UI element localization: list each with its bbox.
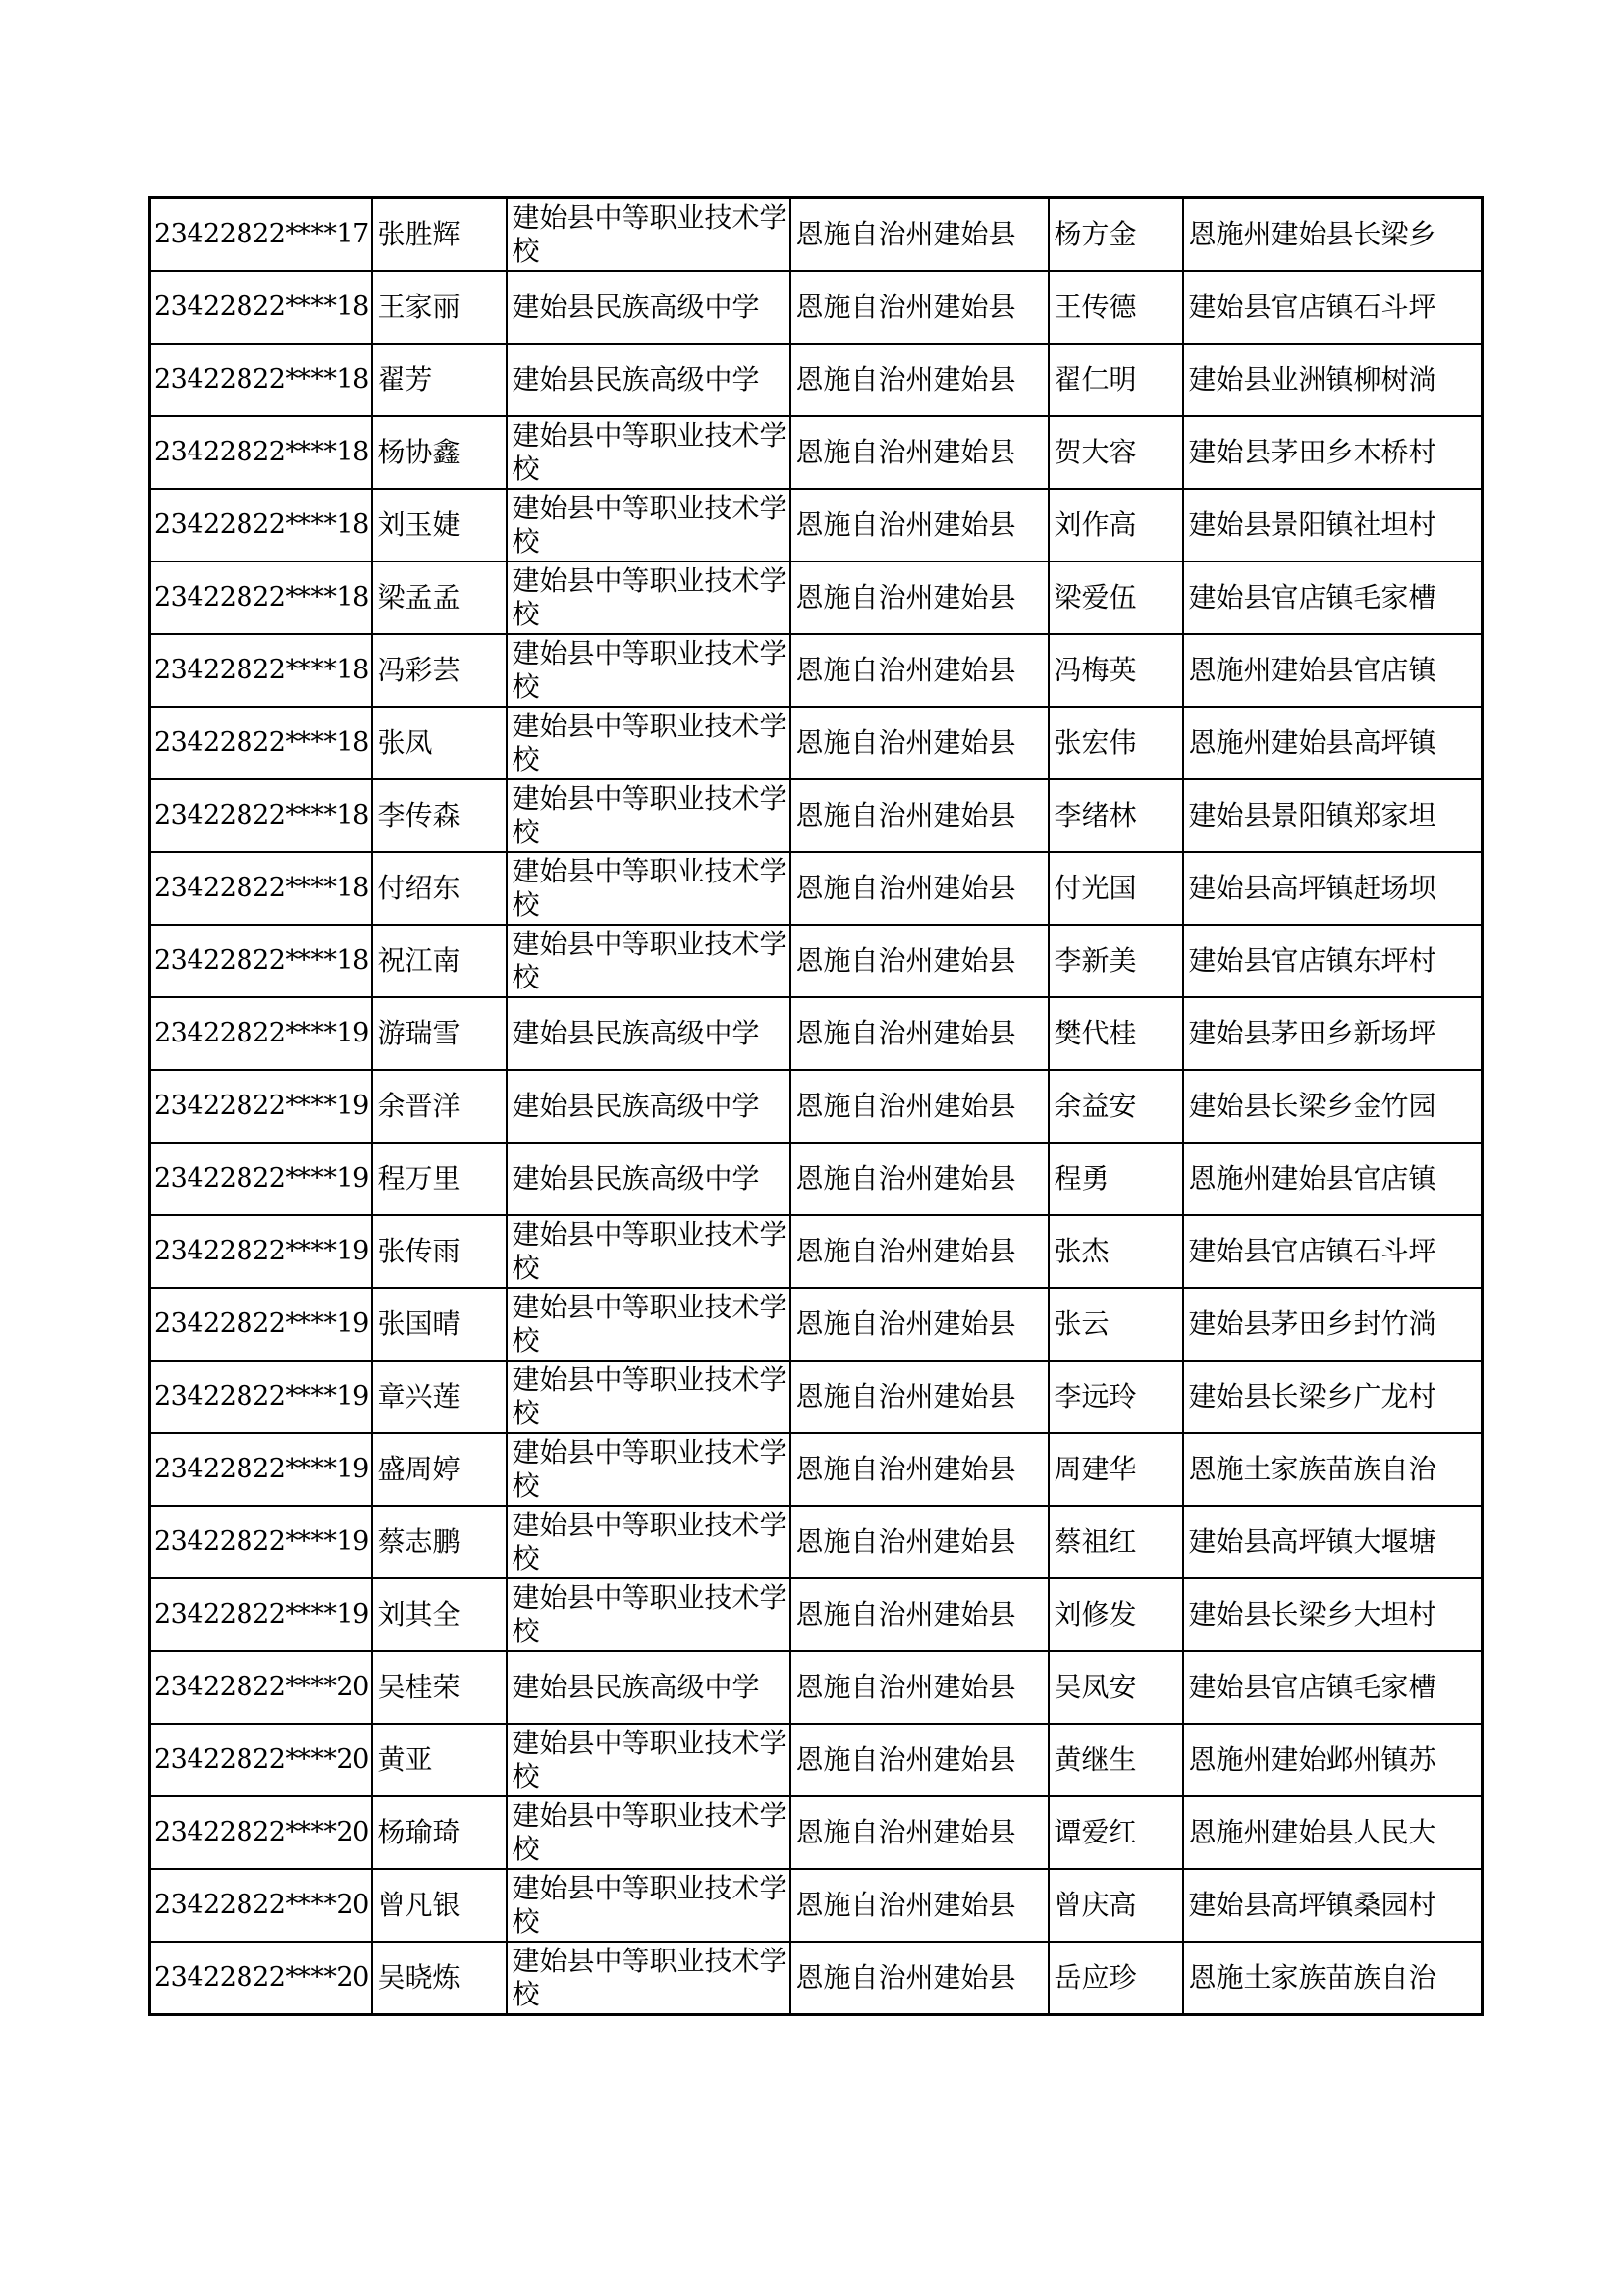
school-cell: 建始县中等职业技术学校	[507, 489, 790, 561]
student-name-cell: 张凤	[372, 707, 507, 779]
address-cell: 建始县业洲镇柳树淌	[1183, 344, 1483, 416]
id-cell: 23422822****18	[150, 707, 372, 779]
table-row	[150, 779, 1483, 852]
school-cell: 建始县中等职业技术学校	[507, 779, 790, 852]
region-cell: 恩施自治州建始县	[790, 1796, 1049, 1869]
student-name-cell: 游瑞雪	[372, 997, 507, 1070]
school-cell: 建始县民族高级中学	[507, 997, 790, 1070]
student-name-cell: 杨协鑫	[372, 416, 507, 489]
student-name-cell: 翟芳	[372, 344, 507, 416]
address-cell: 建始县高坪镇桑园村	[1183, 1869, 1483, 1942]
guardian-name-cell: 樊代桂	[1049, 997, 1183, 1070]
id-cell: 23422822****20	[150, 1942, 372, 2015]
student-name-cell: 余晋洋	[372, 1070, 507, 1143]
school-cell: 建始县中等职业技术学校	[507, 925, 790, 997]
school-cell: 建始县民族高级中学	[507, 1070, 790, 1143]
region-cell: 恩施自治州建始县	[790, 198, 1049, 272]
address-cell: 建始县景阳镇郑家坦	[1183, 779, 1483, 852]
region-cell: 恩施自治州建始县	[790, 1506, 1049, 1578]
guardian-name-cell: 程勇	[1049, 1143, 1183, 1215]
id-cell: 23422822****19	[150, 1433, 372, 1506]
region-cell: 恩施自治州建始县	[790, 634, 1049, 707]
id-cell: 23422822****20	[150, 1869, 372, 1942]
school-cell: 建始县民族高级中学	[507, 344, 790, 416]
student-name-cell: 李传森	[372, 779, 507, 852]
table-row	[150, 561, 1483, 634]
address-cell: 建始县官店镇东坪村	[1183, 925, 1483, 997]
guardian-name-cell: 贺大容	[1049, 416, 1183, 489]
address-cell: 建始县长梁乡金竹园	[1183, 1070, 1483, 1143]
address-cell: 恩施州建始县官店镇	[1183, 634, 1483, 707]
region-cell: 恩施自治州建始县	[790, 416, 1049, 489]
region-cell: 恩施自治州建始县	[790, 271, 1049, 344]
table-row	[150, 1143, 1483, 1215]
school-cell: 建始县民族高级中学	[507, 271, 790, 344]
id-cell: 23422822****20	[150, 1724, 372, 1796]
student-name-cell: 梁孟孟	[372, 561, 507, 634]
student-name-cell: 盛周婷	[372, 1433, 507, 1506]
region-cell: 恩施自治州建始县	[790, 1070, 1049, 1143]
id-cell: 23422822****19	[150, 1070, 372, 1143]
address-cell: 建始县茅田乡木桥村	[1183, 416, 1483, 489]
id-cell: 23422822****20	[150, 1651, 372, 1724]
region-cell: 恩施自治州建始县	[790, 1143, 1049, 1215]
school-cell: 建始县中等职业技术学校	[507, 634, 790, 707]
school-cell: 建始县中等职业技术学校	[507, 561, 790, 634]
id-cell: 23422822****17	[150, 198, 372, 272]
school-cell: 建始县中等职业技术学校	[507, 1724, 790, 1796]
table-row	[150, 1724, 1483, 1796]
student-name-cell: 王家丽	[372, 271, 507, 344]
id-cell: 23422822****18	[150, 489, 372, 561]
id-cell: 23422822****19	[150, 1361, 372, 1433]
student-name-cell: 祝江南	[372, 925, 507, 997]
id-cell: 23422822****19	[150, 1578, 372, 1651]
roster-table-body	[150, 198, 1483, 2015]
region-cell: 恩施自治州建始县	[790, 1433, 1049, 1506]
guardian-name-cell: 付光国	[1049, 852, 1183, 925]
table-row	[150, 1506, 1483, 1578]
student-name-cell: 刘其全	[372, 1578, 507, 1651]
guardian-name-cell: 黄继生	[1049, 1724, 1183, 1796]
region-cell: 恩施自治州建始县	[790, 997, 1049, 1070]
region-cell: 恩施自治州建始县	[790, 707, 1049, 779]
guardian-name-cell: 刘作高	[1049, 489, 1183, 561]
region-cell: 恩施自治州建始县	[790, 1288, 1049, 1361]
address-cell: 建始县高坪镇赶场坝	[1183, 852, 1483, 925]
table-row	[150, 1796, 1483, 1869]
table-row	[150, 1288, 1483, 1361]
address-cell: 恩施土家族苗族自治	[1183, 1942, 1483, 2015]
address-cell: 建始县官店镇石斗坪	[1183, 271, 1483, 344]
table-row	[150, 489, 1483, 561]
table-row	[150, 1869, 1483, 1942]
school-cell: 建始县中等职业技术学校	[507, 1942, 790, 2015]
guardian-name-cell: 李绪林	[1049, 779, 1183, 852]
guardian-name-cell: 余益安	[1049, 1070, 1183, 1143]
guardian-name-cell: 杨方金	[1049, 198, 1183, 272]
region-cell: 恩施自治州建始县	[790, 1869, 1049, 1942]
guardian-name-cell: 曾庆高	[1049, 1869, 1183, 1942]
region-cell: 恩施自治州建始县	[790, 779, 1049, 852]
student-name-cell: 张胜辉	[372, 198, 507, 272]
student-name-cell: 付绍东	[372, 852, 507, 925]
student-name-cell: 程万里	[372, 1143, 507, 1215]
region-cell: 恩施自治州建始县	[790, 1942, 1049, 2015]
guardian-name-cell: 翟仁明	[1049, 344, 1183, 416]
id-cell: 23422822****20	[150, 1796, 372, 1869]
school-cell: 建始县中等职业技术学校	[507, 1215, 790, 1288]
student-name-cell: 杨瑜琦	[372, 1796, 507, 1869]
region-cell: 恩施自治州建始县	[790, 561, 1049, 634]
student-name-cell: 张传雨	[372, 1215, 507, 1288]
address-cell: 恩施州建始县人民大	[1183, 1796, 1483, 1869]
table-row	[150, 1578, 1483, 1651]
address-cell: 恩施州建始县长梁乡	[1183, 198, 1483, 272]
table-row	[150, 925, 1483, 997]
address-cell: 恩施州建始县官店镇	[1183, 1143, 1483, 1215]
guardian-name-cell: 李新美	[1049, 925, 1183, 997]
address-cell: 恩施州建始县高坪镇	[1183, 707, 1483, 779]
guardian-name-cell: 谭爱红	[1049, 1796, 1183, 1869]
address-cell: 建始县官店镇毛家槽	[1183, 1651, 1483, 1724]
address-cell: 建始县茅田乡封竹淌	[1183, 1288, 1483, 1361]
id-cell: 23422822****19	[150, 1288, 372, 1361]
student-name-cell: 冯彩芸	[372, 634, 507, 707]
student-name-cell: 吴桂荣	[372, 1651, 507, 1724]
id-cell: 23422822****18	[150, 925, 372, 997]
id-cell: 23422822****18	[150, 634, 372, 707]
student-name-cell: 曾凡银	[372, 1869, 507, 1942]
region-cell: 恩施自治州建始县	[790, 1651, 1049, 1724]
address-cell: 建始县官店镇毛家槽	[1183, 561, 1483, 634]
guardian-name-cell: 张宏伟	[1049, 707, 1183, 779]
id-cell: 23422822****18	[150, 852, 372, 925]
school-cell: 建始县中等职业技术学校	[507, 1506, 790, 1578]
id-cell: 23422822****18	[150, 271, 372, 344]
guardian-name-cell: 张云	[1049, 1288, 1183, 1361]
guardian-name-cell: 周建华	[1049, 1433, 1183, 1506]
region-cell: 恩施自治州建始县	[790, 344, 1049, 416]
table-row	[150, 1433, 1483, 1506]
school-cell: 建始县中等职业技术学校	[507, 1578, 790, 1651]
id-cell: 23422822****19	[150, 997, 372, 1070]
id-cell: 23422822****18	[150, 779, 372, 852]
guardian-name-cell: 刘修发	[1049, 1578, 1183, 1651]
address-cell: 建始县长梁乡大坦村	[1183, 1578, 1483, 1651]
school-cell: 建始县中等职业技术学校	[507, 1869, 790, 1942]
address-cell: 建始县官店镇石斗坪	[1183, 1215, 1483, 1288]
guardian-name-cell: 梁爱伍	[1049, 561, 1183, 634]
region-cell: 恩施自治州建始县	[790, 1215, 1049, 1288]
address-cell: 建始县景阳镇社坦村	[1183, 489, 1483, 561]
guardian-name-cell: 吴凤安	[1049, 1651, 1183, 1724]
id-cell: 23422822****18	[150, 416, 372, 489]
id-cell: 23422822****19	[150, 1143, 372, 1215]
table-row	[150, 1942, 1483, 2015]
table-row	[150, 1651, 1483, 1724]
address-cell: 建始县高坪镇大堰塘	[1183, 1506, 1483, 1578]
school-cell: 建始县中等职业技术学校	[507, 416, 790, 489]
student-name-cell: 刘玉婕	[372, 489, 507, 561]
table-row	[150, 707, 1483, 779]
school-cell: 建始县中等职业技术学校	[507, 1361, 790, 1433]
table-row	[150, 852, 1483, 925]
table-row	[150, 1361, 1483, 1433]
school-cell: 建始县中等职业技术学校	[507, 1288, 790, 1361]
id-cell: 23422822****18	[150, 344, 372, 416]
school-cell: 建始县中等职业技术学校	[507, 707, 790, 779]
address-cell: 建始县茅田乡新场坪	[1183, 997, 1483, 1070]
table-row	[150, 1070, 1483, 1143]
school-cell: 建始县中等职业技术学校	[507, 198, 790, 272]
address-cell: 恩施州建始邺州镇苏	[1183, 1724, 1483, 1796]
table-row	[150, 271, 1483, 344]
guardian-name-cell: 岳应珍	[1049, 1942, 1183, 2015]
address-cell: 恩施土家族苗族自治	[1183, 1433, 1483, 1506]
table-row	[150, 1215, 1483, 1288]
student-name-cell: 张国晴	[372, 1288, 507, 1361]
guardian-name-cell: 蔡祖红	[1049, 1506, 1183, 1578]
table-row	[150, 634, 1483, 707]
guardian-name-cell: 李远玲	[1049, 1361, 1183, 1433]
school-cell: 建始县中等职业技术学校	[507, 852, 790, 925]
guardian-name-cell: 张杰	[1049, 1215, 1183, 1288]
region-cell: 恩施自治州建始县	[790, 925, 1049, 997]
id-cell: 23422822****19	[150, 1215, 372, 1288]
id-cell: 23422822****18	[150, 561, 372, 634]
guardian-name-cell: 冯梅英	[1049, 634, 1183, 707]
address-cell: 建始县长梁乡广龙村	[1183, 1361, 1483, 1433]
student-name-cell: 黄亚	[372, 1724, 507, 1796]
student-name-cell: 章兴莲	[372, 1361, 507, 1433]
region-cell: 恩施自治州建始县	[790, 852, 1049, 925]
guardian-name-cell: 王传德	[1049, 271, 1183, 344]
roster-table	[148, 196, 1484, 2016]
table-row	[150, 198, 1483, 272]
school-cell: 建始县民族高级中学	[507, 1651, 790, 1724]
id-cell: 23422822****19	[150, 1506, 372, 1578]
student-name-cell: 吴晓炼	[372, 1942, 507, 2015]
table-row	[150, 344, 1483, 416]
region-cell: 恩施自治州建始县	[790, 1578, 1049, 1651]
school-cell: 建始县民族高级中学	[507, 1143, 790, 1215]
region-cell: 恩施自治州建始县	[790, 1361, 1049, 1433]
region-cell: 恩施自治州建始县	[790, 1724, 1049, 1796]
region-cell: 恩施自治州建始县	[790, 489, 1049, 561]
school-cell: 建始县中等职业技术学校	[507, 1433, 790, 1506]
school-cell: 建始县中等职业技术学校	[507, 1796, 790, 1869]
table-row	[150, 416, 1483, 489]
table-row	[150, 997, 1483, 1070]
student-name-cell: 蔡志鹏	[372, 1506, 507, 1578]
